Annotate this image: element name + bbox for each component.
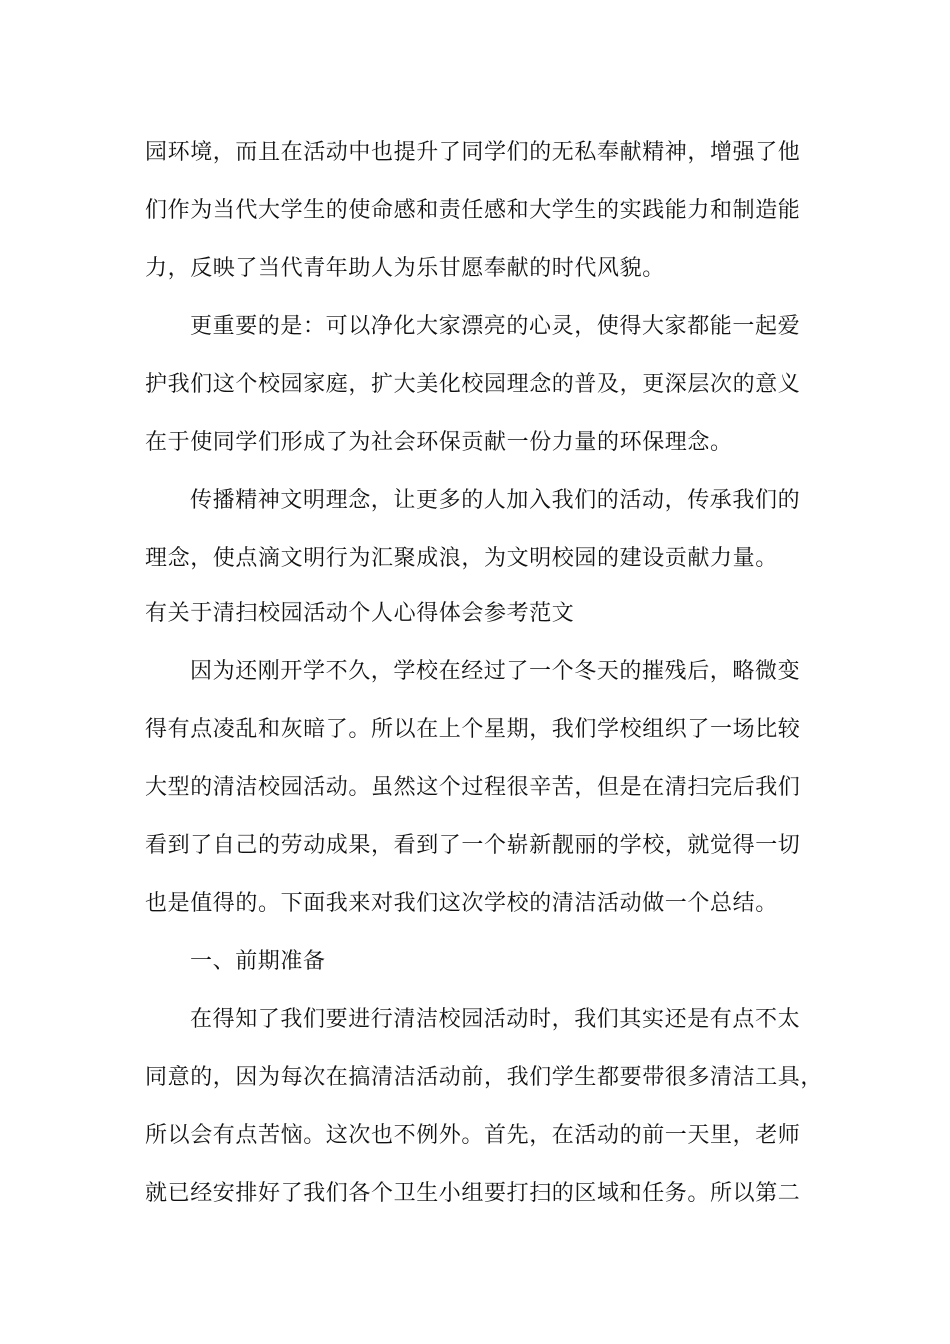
paragraph-first-line: 在得知了我们要进行清洁校园活动时，我们其实还是有点不太 [190,1007,801,1032]
text-line: 力，反映了当代青年助人为乐甘愿奉献的时代风貌。 [145,256,665,281]
subsection-heading: 一、前期准备 [190,949,326,974]
text-line: 所以会有点苦恼。这次也不例外。首先，在活动的前一天里，老师 [145,1123,801,1148]
text-line: 得有点凌乱和灰暗了。所以在上个星期，我们学校组织了一场比较 [145,717,801,742]
text-line: 也是值得的。下面我来对我们这次学校的清洁活动做一个总结。 [145,891,778,916]
text-line: 大型的清洁校园活动。虽然这个过程很辛苦，但是在清扫完后我们 [145,775,801,800]
text-line: 们作为当代大学生的使命感和责任感和大学生的实践能力和制造能 [145,198,801,223]
text-line: 在于使同学们形成了为社会环保贡献一份力量的环保理念。 [145,430,733,455]
paragraph-first-line: 因为还刚开学不久，学校在经过了一个冬天的摧残后，略微变 [190,659,801,684]
text-line: 看到了自己的劳动成果，看到了一个崭新靓丽的学校，就觉得一切 [145,833,801,858]
text-line: 园环境，而且在活动中也提升了同学们的无私奉献精神，增强了他 [145,140,801,165]
paragraph-first-line: 更重要的是：可以净化大家漂亮的心灵，使得大家都能一起爱 [190,314,801,339]
text-line: 就已经安排好了我们各个卫生小组要打扫的区域和任务。所以第二 [145,1181,801,1206]
paragraph-first-line: 传播精神文明理念，让更多的人加入我们的活动，传承我们的 [190,488,801,513]
text-line: 理念，使点滴文明行为汇聚成浪，为文明校园的建设贡献力量。 [145,546,778,571]
section-heading: 有关于清扫校园活动个人心得体会参考范文 [145,601,575,626]
text-line: 同意的，因为每次在搞清洁活动前，我们学生都要带很多清洁工具， [145,1065,824,1090]
text-line: 护我们这个校园家庭，扩大美化校园理念的普及，更深层次的意义 [145,372,801,397]
